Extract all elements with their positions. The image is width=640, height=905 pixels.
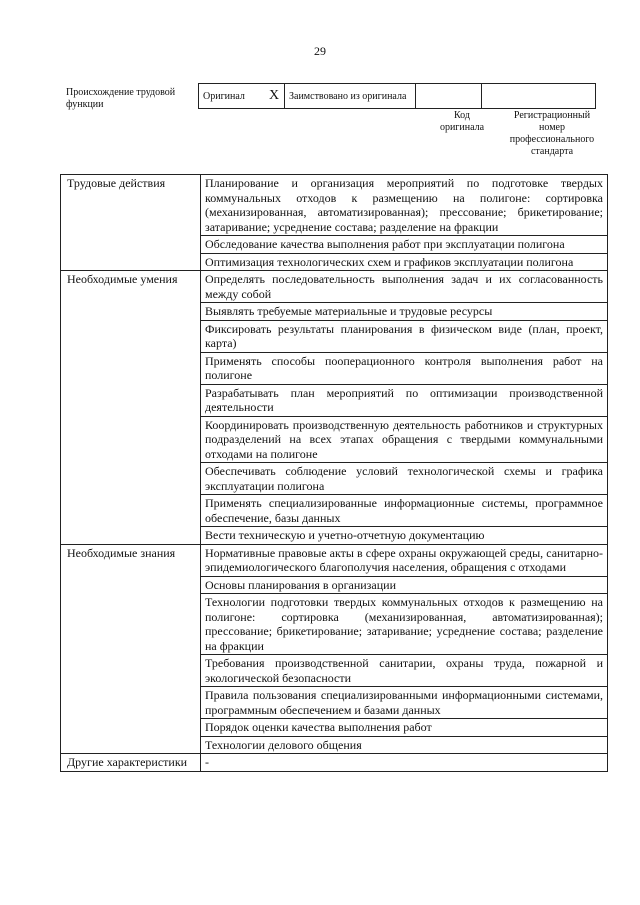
section-item: Технологии подготовки твердых коммунальных отходов к размещению на полигоне: сортировка (механизированная, автоматизированная); прессование; брикетирование; затаривание; усреднение состава; разделение на фракции <box>201 594 608 655</box>
function-table <box>60 174 608 772</box>
section-item: Основы планирования в организации <box>201 576 608 594</box>
section-heading: Необходимые знания <box>61 544 201 754</box>
section-item: Правила пользования специализированными информационными системами, программным обеспечением и базами данных <box>201 687 608 719</box>
code-cell <box>416 84 482 109</box>
section-item: Фиксировать результаты планирования в физическом виде (план, проект, карта) <box>201 320 608 352</box>
section-item: Технологии делового общения <box>201 736 608 754</box>
section-item: Нормативные правовые акты в сфере охраны окружающей среды, санитарно-эпидемиологического благополучия населения, обращения с отходами <box>201 544 608 576</box>
origin-table <box>198 83 596 109</box>
section-item: Применять способы пооперационного контроля выполнения работ на полигоне <box>201 352 608 384</box>
section-item: Требования производственной санитарии, охраны труда, пожарной и экологической безопасности <box>201 655 608 687</box>
table-row <box>61 754 608 772</box>
section-item: Применять специализированные информационные системы, программное обеспечение, базы данных <box>201 495 608 527</box>
section-heading: Другие характеристики <box>61 754 201 772</box>
section-item: Обследование качества выполнения работ при эксплуатации полигона <box>201 236 608 254</box>
section-item: Разрабатывать план мероприятий по оптимизации производственной деятельности <box>201 384 608 416</box>
section-item: - <box>201 754 608 772</box>
section-item: Обеспечивать соблюдение условий технологической схемы и графика эксплуатации полигона <box>201 463 608 495</box>
table-row <box>61 271 608 303</box>
function-table-body <box>61 175 608 772</box>
section-item: Оптимизация технологических схем и графиков эксплуатации полигона <box>201 253 608 271</box>
table-row <box>61 544 608 576</box>
section-item: Выявлять требуемые материальные и трудовые ресурсы <box>201 303 608 321</box>
section-item: Порядок оценки качества выполнения работ <box>201 719 608 737</box>
table-row <box>61 175 608 236</box>
code-label: Код оригинала <box>439 110 485 133</box>
original-mark: X <box>264 84 285 109</box>
section-heading: Необходимые умения <box>61 271 201 545</box>
section-item: Планирование и организация мероприятий по подготовке твердых коммунальных отходов к размещению на полигоне: сортировка (механизированная, автоматизированная); прессование; брикетирование; затаривание; усреднение состава; разделение на фракции <box>201 175 608 236</box>
section-item: Координировать производственную деятельность работников и структурных подразделений на всех этапах обращения с твердыми коммунальными отходами на полигоне <box>201 416 608 463</box>
reg-number-label: Регистрационный номер профессионального стандарта <box>509 110 595 157</box>
page-number: 29 <box>314 44 326 58</box>
section-heading: Трудовые действия <box>61 175 201 271</box>
original-label: Оригинал <box>199 84 265 109</box>
reg-number-cell <box>482 84 596 109</box>
borrowed-label: Заимствовано из оригинала <box>285 84 416 109</box>
section-item: Вести техническую и учетно-отчетную документацию <box>201 527 608 545</box>
section-item: Определять последовательность выполнения задач и их согласованность между собой <box>201 271 608 303</box>
origin-label: Происхождение трудовой функции <box>66 87 176 110</box>
